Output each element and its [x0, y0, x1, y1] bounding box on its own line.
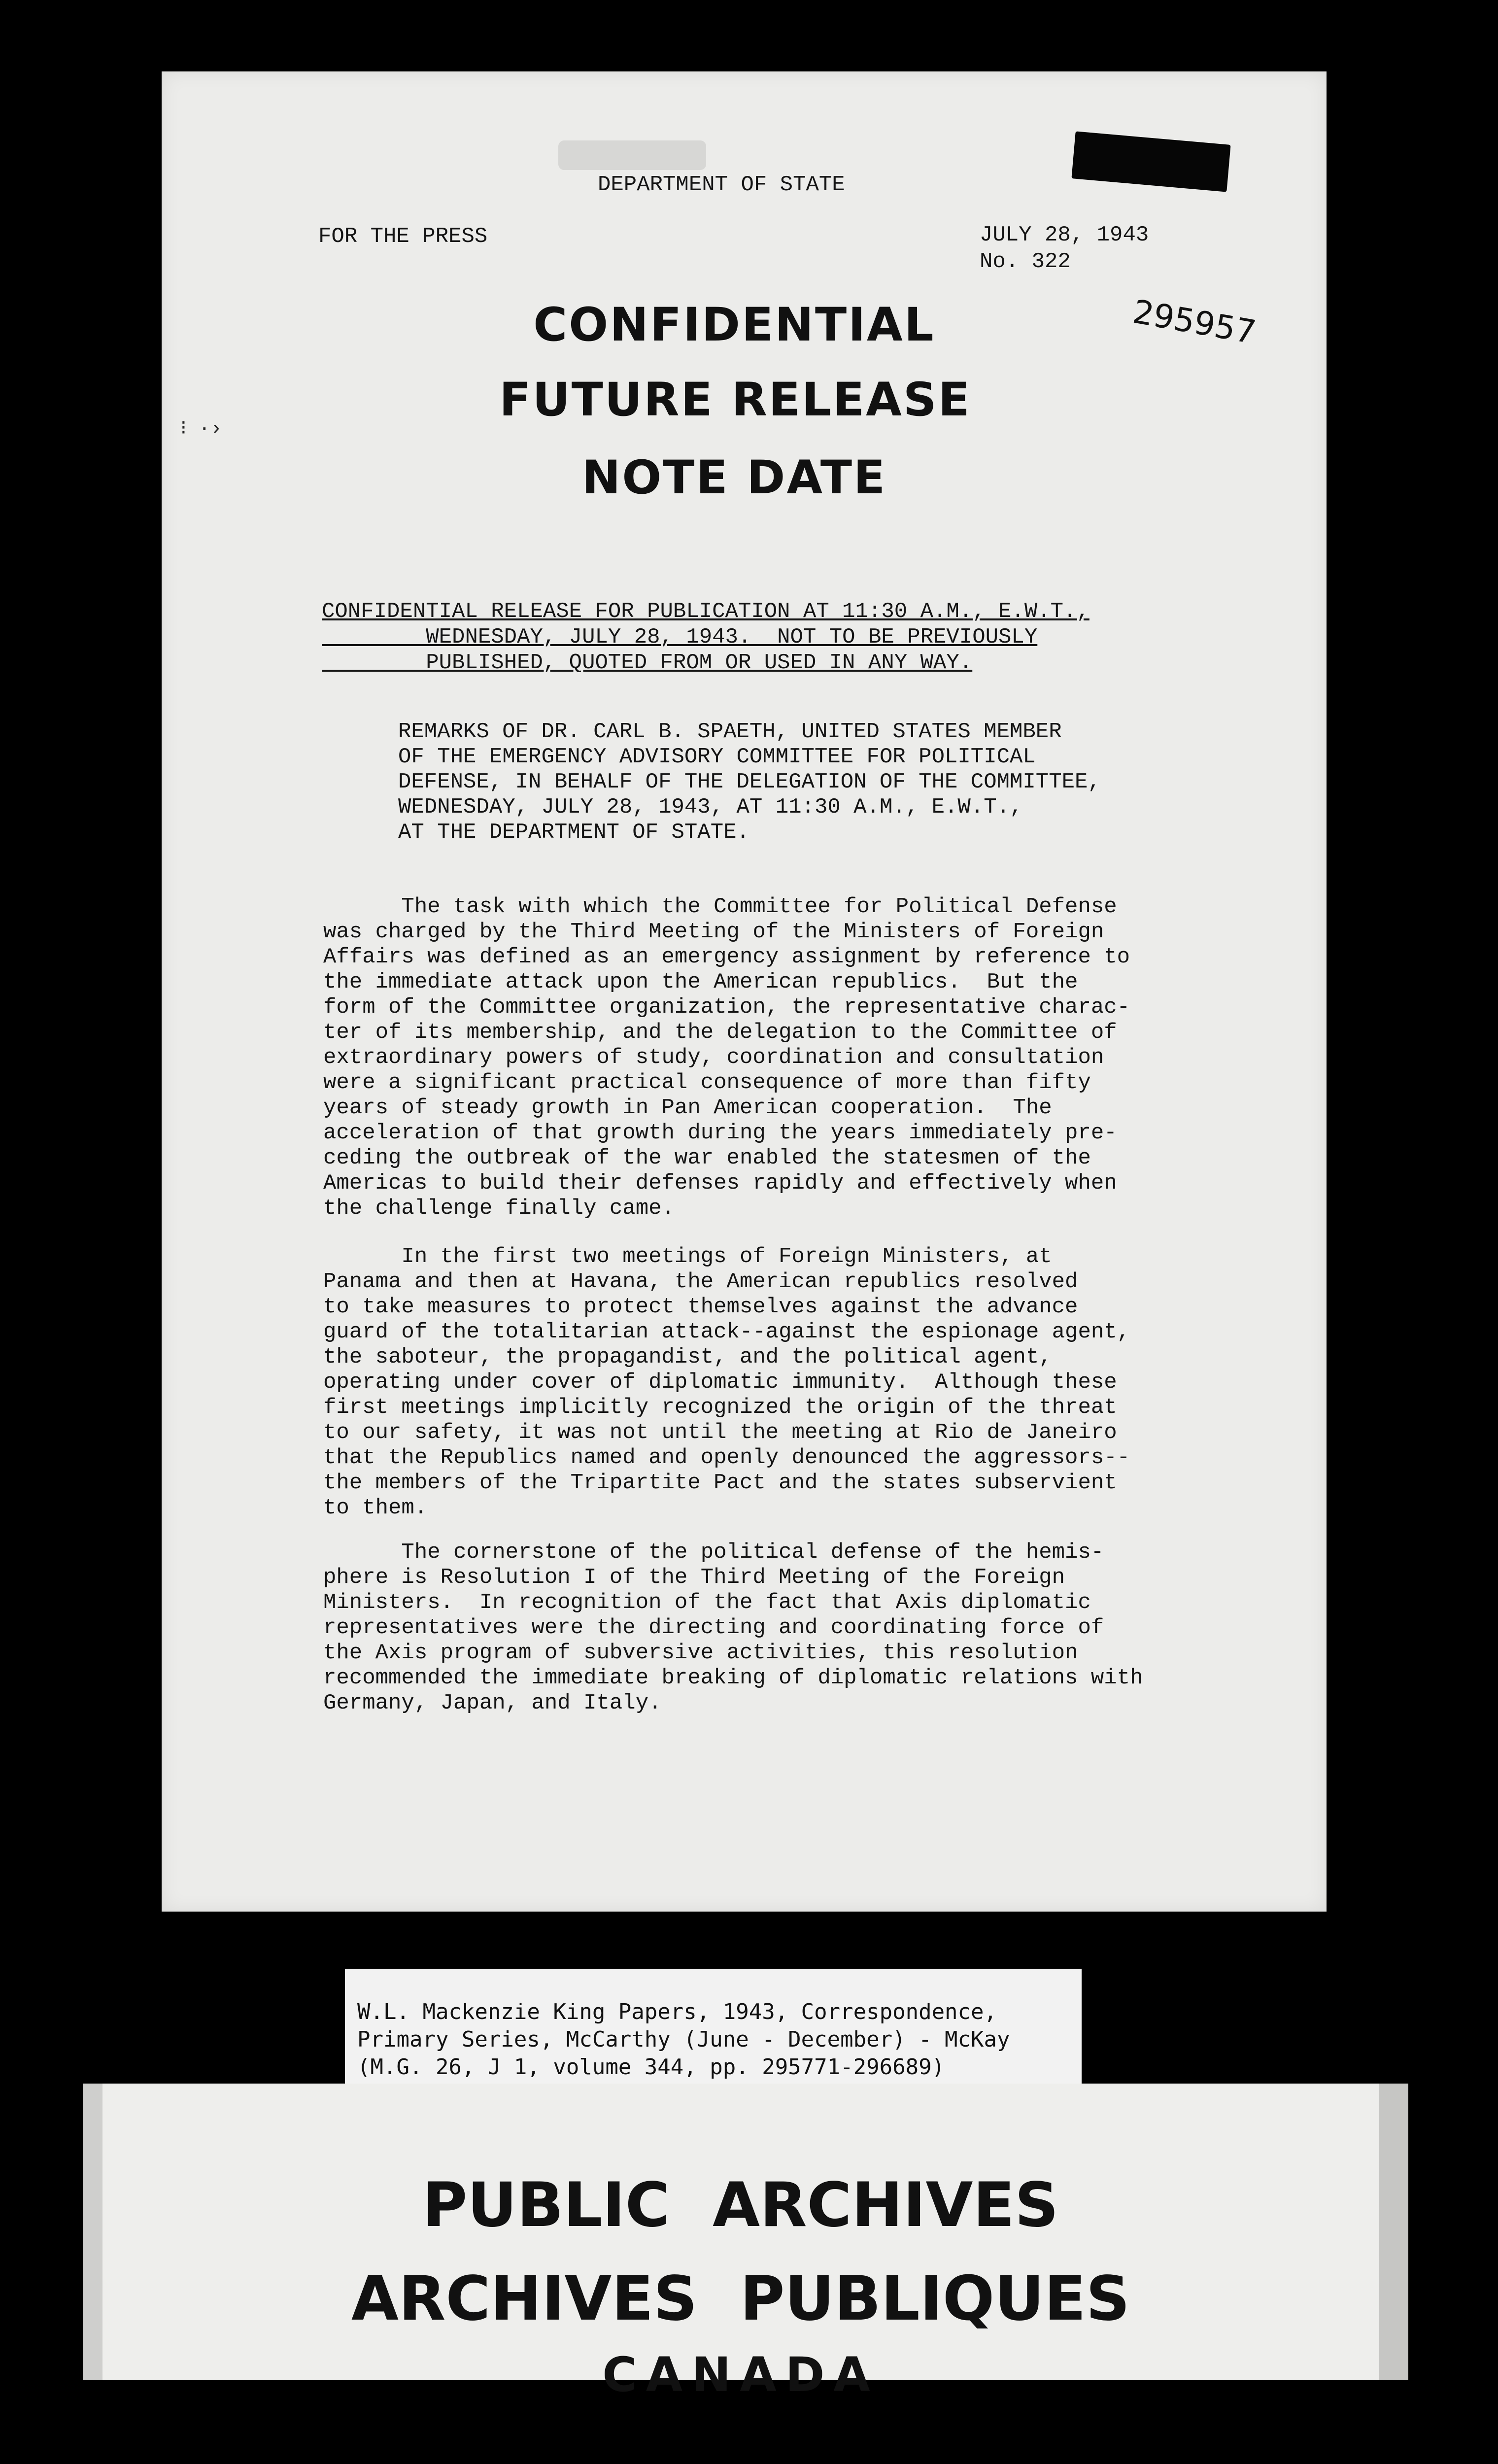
paragraph: The task with which the Committee for Political Defense was charged by the Third Meeting of the Ministers of Foreign Affairs was defined as an emergency assignment by reference to the immediate attack upon the American republics. But the form of the Committee organization, the representative charac- ter of its membership, and the delegation to the Committee of extraordinary powers of study, coordination and consultation were a significant practical consequence of more than fifty years of steady growth in Pan American cooperation. The acceleration of that growth during the years immediately pre- ceding the outbreak of the war enabled the statesmen of the Americas to build their defenses rapidly and effectively when the challenge finally came.: [323, 894, 1130, 1221]
headline-confidential: CONFIDENTIAL: [533, 298, 935, 352]
stamped-page-number: 295957: [1130, 292, 1259, 352]
for-the-press: FOR THE PRESS: [318, 224, 488, 249]
banner-public-archives: PUBLIC ARCHIVES: [422, 2170, 1059, 2241]
margin-mark: ⁝ ·›: [180, 418, 222, 441]
archives-banner: [83, 2084, 1408, 2402]
document-page: [162, 71, 1327, 1912]
headline-future-release: FUTURE RELEASE: [499, 373, 971, 427]
release-date: JULY 28, 1943: [980, 223, 1149, 247]
paragraph: The cornerstone of the political defense of the hemis- phere is Resolution I of the Third Meeting of the Foreign Ministers. In recognition of the fact that Axis diplomatic representatives were the directing and coordinating force of the Axis program of subversive activities, this resolution recommended the immediate breaking of diplomatic relations with Germany, Japan, and Italy.: [323, 1540, 1143, 1715]
release-number: No. 322: [980, 249, 1071, 274]
banner-archives-publiques: ARCHIVES PUBLIQUES: [351, 2263, 1130, 2334]
paragraph: In the first two meetings of Foreign Ministers, at Panama and then at Havana, the American republics resolved to take measures to protect themselves against the advance guard of the totalitarian attack--against the espionage agent, the saboteur, the propagandist, and the political agent, operating under cover of diplomatic immunity. Although these first meetings implicitly recognized the origin of the threat to our safety, it was not until the meeting at Rio de Janeiro that the Republics named and openly denounced the aggressors-- the members of the Tripartite Pact and the states subservient to them.: [323, 1244, 1130, 1520]
release-notice: CONFIDENTIAL RELEASE FOR PUBLICATION AT 11:30 A.M., E.W.T., WEDNESDAY, JULY 28, 1943. NOT TO BE PREVIOUSLY PUBLISHED, QUOTED FROM OR USED IN ANY WAY.: [322, 599, 1089, 675]
release-date-block: [980, 222, 1149, 275]
remarks-heading: REMARKS OF DR. CARL B. SPAETH, UNITED STATES MEMBER OF THE EMERGENCY ADVISORY COMMITTEE FOR POLITICAL DEFENSE, IN BEHALF OF THE DELEGATION OF THE COMMITTEE, WEDNESDAY, JULY 28, 1943, AT 11:30 A.M., E.W.T., AT THE DEPARTMENT OF STATE.: [398, 719, 1101, 845]
archive-reference-label: [345, 1969, 1082, 2092]
banner-canada: CANADA: [602, 2347, 879, 2402]
department-heading: DEPARTMENT OF STATE: [598, 172, 845, 197]
stamp-smudge: [558, 140, 706, 170]
redaction-block: [1071, 131, 1230, 192]
headline-note-date: NOTE DATE: [581, 451, 887, 505]
archive-reference-text: W.L. Mackenzie King Papers, 1943, Correspondence, Primary Series, McCarthy (June - December) - McKay (M.G. 26, J 1, volume 344, pp. 295771-296689): [357, 1999, 1010, 2080]
